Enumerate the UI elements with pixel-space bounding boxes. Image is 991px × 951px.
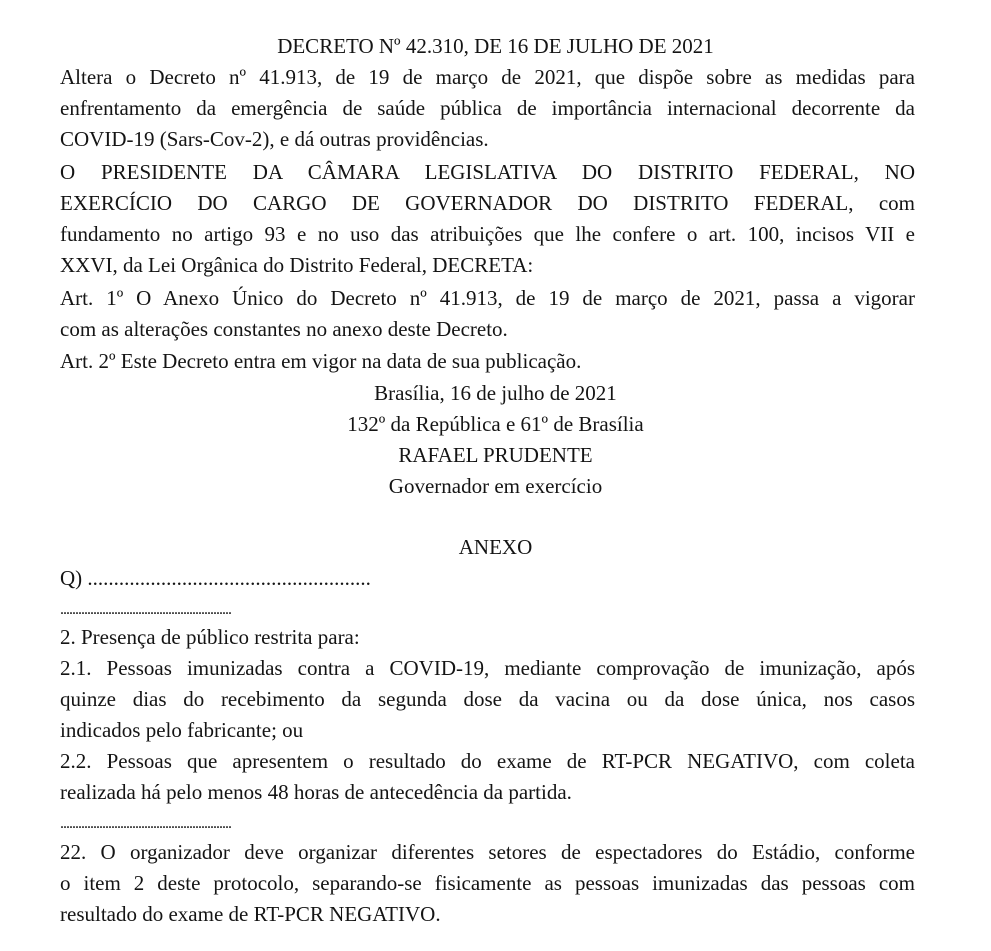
- preamble-line: EXERCÍCIO DO CARGO DE GOVERNADOR DO DISTRITO FEDERAL, com: [60, 191, 915, 215]
- article-2-line: Art. 2º Este Decreto entra em vigor na data de sua publicação.: [60, 349, 582, 373]
- annex-item-2-1-line: indicados pelo fabricante; ou: [60, 718, 304, 742]
- signature-place-date: Brasília, 16 de julho de 2021: [374, 381, 617, 405]
- ementa-line: Altera o Decreto nº 41.913, de 19 de março de 2021, que dispõe sobre as medidas para: [60, 65, 915, 89]
- annex-ellipsis: .........................................................: [60, 601, 231, 618]
- annex-item-2-1-line: quinze dias do recebimento da segunda dose da vacina ou da dose única, nos casos: [60, 687, 915, 711]
- preamble-line: O PRESIDENTE DA CÂMARA LEGISLATIVA DO DISTRITO FEDERAL, NO: [60, 160, 915, 184]
- article-1-line: com as alterações constantes no anexo deste Decreto.: [60, 317, 508, 341]
- annex-item-2-2-line: realizada há pelo menos 48 horas de antecedência da partida.: [60, 780, 572, 804]
- preamble-line: fundamento no artigo 93 e no uso das atribuições que lhe confere o art. 100, incisos VII e: [60, 222, 915, 246]
- annex-item-22-line: o item 2 deste protocolo, separando-se fisicamente as pessoas imunizadas das pessoas com: [60, 871, 915, 895]
- signature-era: 132º da República e 61º de Brasília: [347, 412, 644, 436]
- decree-title: DECRETO Nº 42.310, DE 16 DE JULHO DE 2021: [277, 34, 714, 58]
- annex-heading: ANEXO: [458, 535, 533, 559]
- article-1-line: Art. 1º O Anexo Único do Decreto nº 41.913, de 19 de março de 2021, passa a vigorar: [60, 286, 915, 310]
- ementa-line: COVID-19 (Sars-Cov-2), e dá outras providências.: [60, 127, 489, 151]
- signature-name: RAFAEL PRUDENTE: [398, 443, 593, 467]
- annex-item-2-1-line: 2.1. Pessoas imunizadas contra a COVID-19, mediante comprovação de imunização, após: [60, 656, 915, 680]
- annex-item-2: 2. Presença de público restrita para:: [60, 625, 360, 649]
- annex-item-22-line: resultado do exame de RT-PCR NEGATIVO.: [60, 902, 441, 926]
- annex-ellipsis: .........................................................: [60, 815, 231, 832]
- annex-item-q-text: Q) ......................................................: [60, 566, 371, 590]
- preamble-line: XXVI, da Lei Orgânica do Distrito Federal, DECRETA:: [60, 253, 534, 277]
- ementa-line: enfrentamento da emergência de saúde pública de importância internacional decorrente da: [60, 96, 915, 120]
- signature-role: Governador em exercício: [388, 474, 603, 498]
- annex-item-q: [60, 563, 915, 594]
- annex-item-2-2-line: 2.2. Pessoas que apresentem o resultado do exame de RT-PCR NEGATIVO, com coleta: [60, 749, 915, 773]
- annex-item-22-line: 22. O organizador deve organizar diferentes setores de espectadores do Estádio, conforme: [60, 840, 915, 864]
